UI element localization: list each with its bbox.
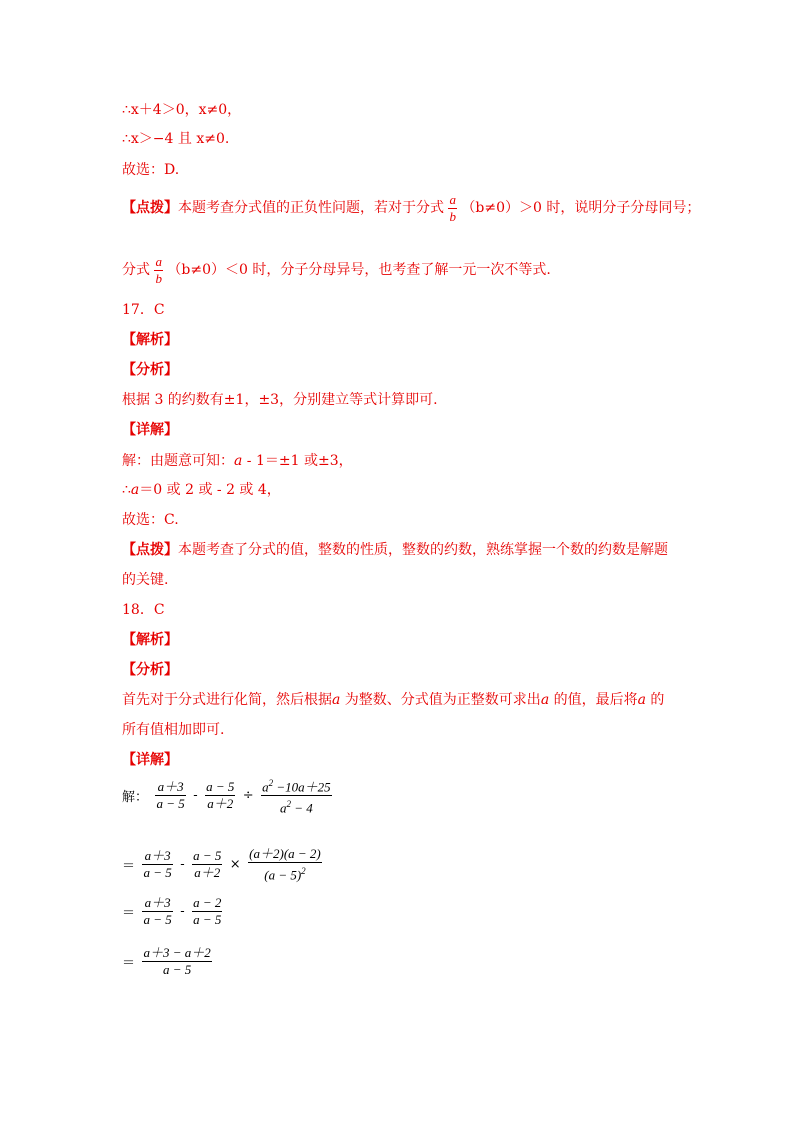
fraction-denominator: a − 5: [143, 912, 172, 927]
text-span: ＝0 或 2 或 - 2 或 4，: [139, 482, 281, 498]
text-span: 的: [645, 692, 665, 708]
fraction-denominator: a＋2: [192, 864, 222, 881]
dianbo-paragraph: [122, 190, 700, 226]
math-variable: a: [130, 482, 140, 498]
fraction-numerator: a＋3: [144, 895, 171, 910]
fraction-denominator: a − 5: [143, 865, 172, 881]
fraction-numerator: $a^2 -10a+25$: [262, 778, 331, 795]
text-line: [122, 451, 353, 471]
fraction: [248, 846, 322, 883]
text-line: [122, 690, 664, 710]
math-variable: a: [332, 692, 341, 708]
fraction-numerator: (a＋2)(a − 2): [249, 846, 321, 861]
fraction: [192, 895, 222, 928]
text-span: （b≠0）＞0 时，说明分子分母同号；: [461, 200, 701, 216]
dianbo-paragraph: [122, 540, 668, 560]
math-variable: a: [540, 692, 550, 708]
fraction: [142, 945, 211, 978]
equation-row: [122, 775, 332, 817]
text-span: （b≠0）＜0 时，分子分母异号，也考查了解一元一次不等式.: [167, 262, 551, 278]
text-span: 首先对于分式进行化简，然后根据: [122, 692, 332, 708]
fraction-numerator: a − 2: [193, 895, 222, 910]
fraction-numerator: a − 5: [206, 779, 235, 795]
dianbo-tag: 【点拨】: [122, 200, 178, 216]
text-line: ∴x＋4＞0，x≠0，: [122, 102, 242, 118]
jie-label: 解：: [122, 790, 149, 806]
text-span: ∴: [122, 482, 131, 498]
section-tag: 【分析】: [122, 662, 178, 678]
text-line: 故选：C.: [122, 512, 179, 528]
fraction-a-over-b: [154, 254, 163, 287]
text-line: 的关键.: [122, 572, 169, 588]
text-line: ∴x＞−4 且 x≠0.: [122, 131, 230, 147]
minus-operator: -: [193, 788, 198, 804]
fraction-denominator: a − 5: [142, 961, 211, 978]
section-tag: 【详解】: [122, 752, 178, 768]
section-tag: 【解析】: [122, 332, 178, 348]
fraction-denominator: a＋2: [205, 795, 235, 812]
fraction: [142, 848, 172, 881]
fraction-denominator: b: [449, 208, 456, 224]
text-span: 分式: [122, 262, 150, 278]
fraction-denominator: a − 5: [193, 912, 222, 927]
fraction-denominator: b: [155, 270, 162, 286]
fraction-numerator: a: [155, 253, 162, 269]
fraction-numerator: a＋3 − a＋2: [143, 945, 211, 960]
math-variable: a: [234, 453, 243, 469]
equation-row: [122, 846, 322, 883]
text-span: 解：由题意可知：: [122, 453, 234, 469]
text-line: [122, 252, 551, 288]
fraction: [261, 775, 332, 817]
fraction-numerator: a: [449, 191, 456, 207]
fraction: [205, 779, 235, 812]
divide-operator: ÷: [242, 788, 254, 804]
section-tag: 【分析】: [122, 362, 178, 378]
text-span: 本题考查了分式的值，整数的性质，整数的约数，熟练掌握一个数的约数是解题: [178, 542, 668, 558]
text-line: 所有值相加即可.: [122, 722, 225, 738]
minus-operator: -: [180, 904, 185, 919]
text-line: 故选：D.: [122, 162, 180, 178]
section-tag: 【详解】: [122, 422, 178, 438]
fraction-denominator: $(a - 5)^2$: [248, 862, 322, 883]
question-number: 18．C: [122, 602, 165, 618]
equation-row: [122, 895, 222, 928]
fraction-denominator: $a^2 - 4$: [261, 795, 332, 816]
dianbo-tag: 【点拨】: [122, 542, 178, 558]
fraction-a-over-b: [448, 192, 457, 225]
text-span: - 1＝±1 或±3，: [242, 453, 353, 469]
text-span: 为整数、分式值为正整数可求出: [340, 692, 541, 708]
math-variable: a: [637, 692, 646, 708]
equals-sign: ＝: [122, 956, 136, 971]
equation-row: [122, 945, 212, 978]
text-line: [122, 480, 281, 500]
times-operator: ×: [229, 857, 241, 873]
text-span: 的值，最后将: [549, 692, 638, 708]
question-number: 17．C: [122, 302, 165, 318]
section-tag: 【解析】: [122, 632, 178, 648]
text-line: 根据 3 的约数有±1，±3，分别建立等式计算即可.: [122, 392, 438, 408]
text-span: 本题考查分式值的正负性问题，若对于分式: [178, 200, 444, 216]
fraction-denominator: a − 5: [156, 796, 185, 812]
fraction: [155, 779, 185, 812]
fraction-numerator: a − 5: [193, 848, 222, 864]
fraction-numerator: a＋3: [144, 848, 171, 864]
fraction: [192, 848, 222, 881]
equals-sign: ＝: [122, 859, 136, 875]
fraction: [142, 895, 172, 928]
minus-operator: -: [180, 857, 185, 873]
equals-sign: ＝: [122, 906, 136, 921]
fraction-numerator: a＋3: [157, 779, 184, 795]
